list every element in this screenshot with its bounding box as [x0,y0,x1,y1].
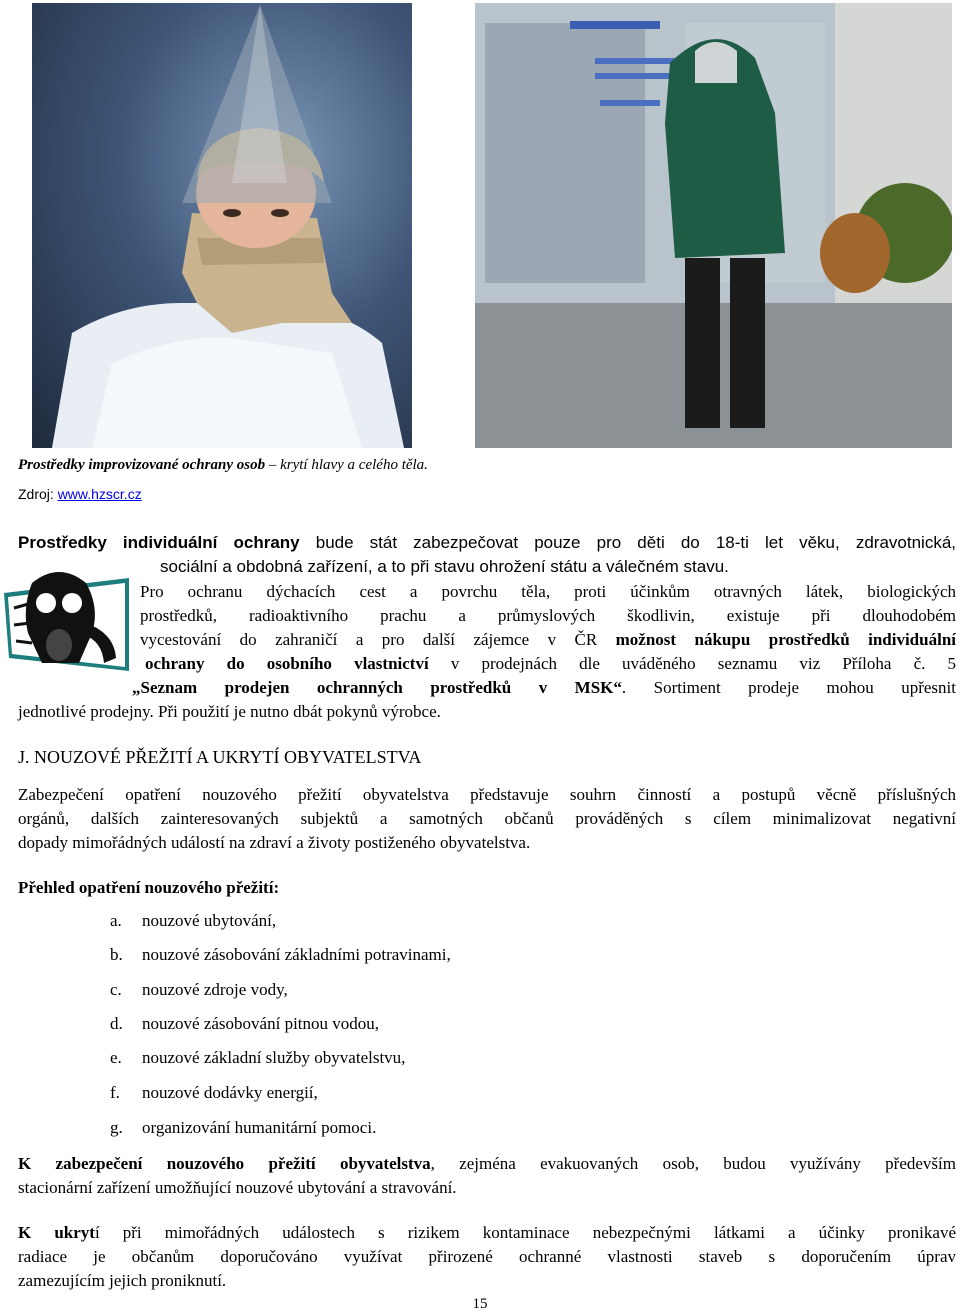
section-line1: Zabezpečení opatření nouzového přežití obyvatelstva představuje souhrn činností a postupů věcně příslušných [18,785,956,804]
section-title: J. NOUZOVÉ PŘEŽITÍ A UKRYTÍ OBYVATELSTVA [18,747,422,767]
section-line2: orgánů, dalších zainteresovaných subjektů a samotných občanů prováděných s cílem minimalizovat negativní [18,809,956,828]
list-marker: d. [110,1014,123,1033]
p2-line5 [132,676,956,700]
list-text: nouzové zdroje vody, [142,980,288,999]
p1-bold: Prostředky individuální ochrany [18,533,300,552]
source-link[interactable]: www.hzscr.cz [57,486,142,502]
photo-woman-improvised-hood [32,3,412,448]
list-item [110,911,276,931]
p2-line5-b: „Seznam prodejen ochranných prostředků v MSK“ [132,678,622,697]
p2-line5-a: . Sortiment prodeje mohou upřesnit [621,678,956,697]
list-marker: c. [110,980,122,999]
p2-line6: jednotlivé prodejny. Při použití je nutno dbát pokynů výrobce. [18,702,441,721]
p4-line1 [18,1221,956,1245]
photo-caption [18,457,428,474]
list-item [110,1014,379,1034]
gas-mask-icon [4,563,129,671]
p4-rest: í při mimořádných událostech s rizikem kontaminace nebezpečnými látkami a účinky pronikavé [94,1223,957,1242]
photo-person-raincoat [475,3,952,448]
list-text: nouzové základní služby obyvatelstvu, [142,1048,406,1067]
p3-line2: stacionární zařízení umožňující nouzové ubytování a stravování. [18,1178,457,1197]
list-text: nouzové dodávky energií, [142,1083,318,1102]
list-item [110,1048,405,1068]
page-number: 15 [472,1296,488,1312]
list-marker: f. [110,1083,120,1102]
source-label: Zdroj: [18,486,58,502]
p2-line3-a: vycestování do zahraničí a pro další zájemce v ČR [140,630,616,649]
list-text: organizování humanitární pomoci. [142,1118,377,1137]
p4-line2: radiace je občanům doporučováno využívat přirozené ochranné vlastnosti staveb s doporučením úprav [18,1247,956,1266]
overview-title-text: Přehled opatření nouzového přežití: [18,878,280,897]
p2-line3-b: možnost nákupu prostředků individuální [615,630,956,649]
p3-rest: , zejména evakuovaných osob, budou využívány především [430,1154,956,1173]
overview-title [18,876,279,900]
p1-line2: sociální a obdobná zařízení, a to při stavu ohrožení státu a válečném stavu. [160,557,729,576]
p2-line4 [145,652,956,676]
p3-line1 [18,1152,956,1176]
caption-main: Prostředky improvizované ochrany osob [18,457,266,473]
section-line3: dopady mimořádných událostí na zdraví a životy postiženého obyvatelstva. [18,833,531,852]
p4-bold: K ukryt [18,1223,95,1242]
list-item [110,980,288,1000]
list-text: nouzové ubytování, [142,911,277,930]
list-item [110,1118,376,1138]
p2-line4-b: ochrany do osobního vlastnictví [145,654,429,673]
caption-dash: – krytí hlavy a celého těla. [265,457,428,473]
p2-line1: Pro ochranu dýchacích cest a povrchu těla, proti účinkům otravných látek, biologických [140,582,956,601]
p1-line1 [18,531,956,555]
p2-line3 [140,628,956,652]
list-marker: e. [110,1048,122,1067]
p2-line2: prostředků, radioaktivního prachu a průmyslových škodlivin, existuje při dlouhodobém [140,606,956,625]
list-item [110,945,451,965]
list-text: nouzové zásobování základními potravinami, [142,945,451,964]
list-text: nouzové zásobování pitnou vodou, [142,1014,380,1033]
p4-line3: zamezujícím jejich proniknutí. [18,1271,227,1290]
p3-bold: K zabezpečení nouzového přežití obyvatelstva [18,1154,431,1173]
list-item [110,1083,318,1103]
p1-rest: bude stát zabezpečovat pouze pro děti do 18-ti let věku, zdravotnická, [299,533,956,552]
list-marker: b. [110,945,123,964]
list-marker: a. [110,911,122,930]
p2-line4-a: v prodejnách dle uváděného seznamu viz Příloha č. 5 [428,654,957,673]
source-line [18,486,142,502]
list-marker: g. [110,1118,123,1137]
